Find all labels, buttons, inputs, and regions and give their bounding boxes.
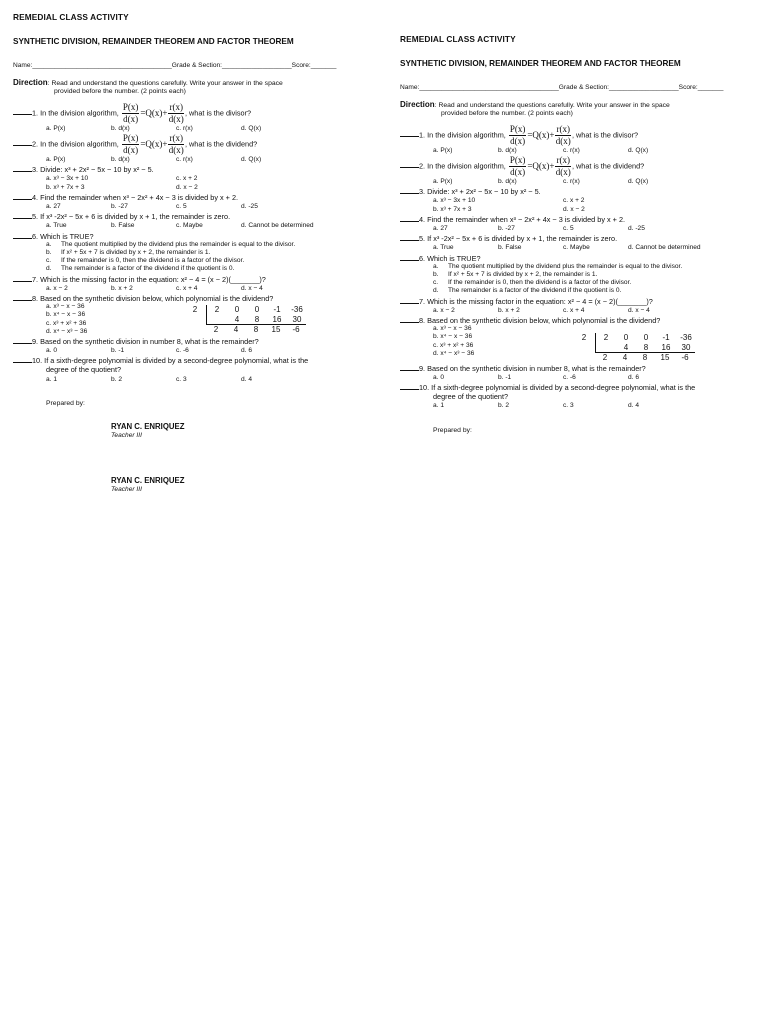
choices-2: a. P(x) b. d(x) c. r(x) d. Q(x) <box>46 156 262 164</box>
choices-5: a. True b. False c. Maybe d. Cannot be determined <box>46 222 314 230</box>
worksheet-right <box>384 0 768 1024</box>
question-2: 2. In the division algorithm, $\frac{P(x)}{d(x)}$ =Q(x)+ $\frac{r(x)}{d(x)}$ , what is the dividend? <box>400 156 764 177</box>
choices-7: a. x − 2 b. x + 2 c. x + 4 d. x − 4 <box>46 284 263 292</box>
fraction-r-over-d: $\frac{r(x)}{d(x)}$ <box>168 101 184 124</box>
answer-blank[interactable] <box>13 165 32 172</box>
answer-blank[interactable] <box>13 294 32 301</box>
choices-10: a. 1 b. 2 c. 3 d. 4 <box>433 402 639 410</box>
statement-d: d. The remainder is a factor of the dividend if the quotient is 0. <box>46 265 235 273</box>
fraction-p-over-d: $\frac{P(x)}{d(x)}$ <box>509 123 526 146</box>
answer-blank[interactable] <box>400 161 419 168</box>
page-title: REMEDIAL CLASS ACTIVITY <box>400 34 516 44</box>
choices-9: a. 0 b. -1 c. -6 d. 6 <box>433 373 639 381</box>
student-info-line[interactable] <box>400 84 764 92</box>
question-10: 10. If a sixth-degree polynomial is divided by a second-degree polynomial, what is the degree of the quotient? <box>13 356 380 374</box>
statement-b: b. If x² + 5x + 7 is divided by x + 2, the remainder is 1. <box>46 248 211 256</box>
student-info-line[interactable] <box>13 62 380 70</box>
question-7: 7. Which is the missing factor in the equation: x² − 4 = (x − 2)(_______)? <box>13 275 380 284</box>
statement-a: a. The quotient multiplied by the dividend plus the remainder is equal to the divisor. <box>433 262 683 270</box>
question-10: 10. If a sixth-degree polynomial is divided by a second-degree polynomial, what is the degree of the quotient? <box>400 383 764 401</box>
answer-blank[interactable] <box>13 275 32 282</box>
question-4: 4. Find the remainder when x³ − 2x² + 4x − 3 is divided by x + 2. <box>13 193 380 202</box>
synthetic-division-table: 2 2 0 0 -1 -36 4 8 16 30 2 4 8 15 -6 <box>573 333 696 363</box>
prepared-by-label: Prepared by: <box>433 426 472 434</box>
question-2: 2. In the division algorithm, $\frac{P(x)}{d(x)}$ =Q(x)+ $\frac{r(x)}{d(x)}$ , what is the dividend? <box>13 134 380 155</box>
answer-blank[interactable] <box>400 297 419 304</box>
answer-blank[interactable] <box>400 187 419 194</box>
name-field[interactable]: Name:______________________________________ <box>400 83 559 91</box>
fraction-r-over-d: $\frac{r(x)}{d(x)}$ <box>168 133 184 156</box>
statement-b: b. If x² + 5x + 7 is divided by x + 2, the remainder is 1. <box>433 270 598 278</box>
direction: Direction: Read and understand the questions carefully. Write your answer in the space provided before the number. (2 points each) <box>400 99 670 118</box>
question-1: 1. In the division algorithm, $\frac{P(x)}{d(x)}$ =Q(x)+ $\frac{r(x)}{d(x)}$ , what is the divisor? <box>400 125 764 146</box>
answer-blank[interactable] <box>13 108 32 115</box>
answer-blank[interactable] <box>13 139 32 146</box>
choices-9: a. 0 b. -1 c. -6 d. 6 <box>46 347 252 355</box>
page-subtitle: SYNTHETIC DIVISION, REMAINDER THEOREM AND FACTOR THEOREM <box>400 59 681 69</box>
question-6: 6. Which is TRUE? <box>13 232 380 241</box>
answer-blank[interactable] <box>400 254 419 261</box>
score-field[interactable]: Score:_______ <box>291 61 337 69</box>
answer-blank[interactable] <box>400 316 419 323</box>
answer-blank[interactable] <box>400 130 419 137</box>
answer-blank[interactable] <box>13 193 32 200</box>
q8-body <box>400 325 764 363</box>
choices-8: a. x³ − x − 36 b. x⁴ − x − 36 c. x³ + x² + 36 d. x⁴ − x³ − 36 <box>433 325 475 357</box>
answer-blank[interactable] <box>400 364 419 371</box>
answer-blank[interactable] <box>400 383 419 390</box>
question-6: 6. Which is TRUE? <box>400 254 764 263</box>
question-3: 3. Divide: x³ + 2x² − 5x − 10 by x² − 5. <box>13 165 380 174</box>
fraction-r-over-d: $\frac{r(x)}{d(x)}$ <box>555 155 571 178</box>
question-5: 5. If x³ -2x² − 5x + 6 is divided by x + 1, the remainder is zero. <box>400 234 764 243</box>
statement-a: a. The quotient multiplied by the dividend plus the remainder is equal to the divisor. <box>46 240 296 248</box>
answer-blank[interactable] <box>13 356 32 363</box>
q8-body <box>13 303 380 336</box>
statement-c: c. If the remainder is 0, then the dividend is a factor of the divisor. <box>433 279 632 287</box>
fraction-p-over-d: $\frac{P(x)}{d(x)}$ <box>509 155 526 178</box>
grade-section-field[interactable]: Grade & Section:___________________ <box>558 83 679 91</box>
answer-blank[interactable] <box>400 215 419 222</box>
statement-d: d. The remainder is a factor of the dividend if the quotient is 0. <box>433 287 622 295</box>
direction: Direction: Read and understand the questions carefully. Write your answer in the space provided before the number. (2 points each) <box>13 77 283 96</box>
answer-blank[interactable] <box>13 337 32 344</box>
choices-3: a. x³ − 3x + 10 c. x + 2 b. x³ + 7x + 3 d. x − 2 <box>433 197 585 213</box>
fraction-p-over-d: $\frac{P(x)}{d(x)}$ <box>122 101 139 124</box>
page-title: REMEDIAL CLASS ACTIVITY <box>13 12 129 22</box>
question-9: 9. Based on the synthetic division in number 8, what is the remainder? <box>13 337 380 346</box>
signature-block: RYAN C. ENRIQUEZ Teacher III <box>111 422 185 439</box>
question-3: 3. Divide: x³ + 2x² − 5x − 10 by x² − 5. <box>400 187 764 196</box>
question-9: 9. Based on the synthetic division in number 8, what is the remainder? <box>400 364 764 373</box>
choices-2: a. P(x) b. d(x) c. r(x) d. Q(x) <box>433 178 649 186</box>
choices-8: a. x³ − x − 36 b. x⁴ − x − 36 c. x³ + x² + 36 d. x⁴ − x³ − 36 <box>46 303 88 335</box>
synthetic-division-table: 2 2 0 0 -1 -36 4 8 16 30 2 4 8 15 -6 <box>184 305 307 335</box>
question-8: 8. Based on the synthetic division below, which polynomial is the dividend? <box>400 316 764 325</box>
question-7: 7. Which is the missing factor in the equation: x² − 4 = (x − 2)(_______)? <box>400 297 764 306</box>
grade-section-field[interactable]: Grade & Section:___________________ <box>171 61 292 69</box>
question-4: 4. Find the remainder when x³ − 2x² + 4x − 3 is divided by x + 2. <box>400 215 764 224</box>
question-8: 8. Based on the synthetic division below, which polynomial is the dividend? <box>13 294 380 303</box>
answer-blank[interactable] <box>400 234 419 241</box>
score-field[interactable]: Score:_______ <box>678 83 724 91</box>
answer-blank[interactable] <box>13 212 32 219</box>
page-subtitle: SYNTHETIC DIVISION, REMAINDER THEOREM AND FACTOR THEOREM <box>13 37 294 47</box>
choices-1: a. P(x) b. d(x) c. r(x) d. Q(x) <box>46 124 262 132</box>
choices-5: a. True b. False c. Maybe d. Cannot be determined <box>433 244 701 252</box>
answer-blank[interactable] <box>13 232 32 239</box>
choices-3: a. x³ − 3x + 10 c. x + 2 b. x³ + 7x + 3 d. x − 2 <box>46 175 198 191</box>
question-5: 5. If x³ -2x² − 5x + 6 is divided by x + 1, the remainder is zero. <box>13 212 380 221</box>
choices-4: a. 27 b. -27 c. 5 d. -25 <box>433 224 645 232</box>
choices-10: a. 1 b. 2 c. 3 d. 4 <box>46 375 252 383</box>
signature-block-2: RYAN C. ENRIQUEZ Teacher III <box>111 476 185 493</box>
prepared-by-label: Prepared by: <box>46 399 85 407</box>
choices-4: a. 27 b. -27 c. 5 d. -25 <box>46 202 258 210</box>
statement-c: c. If the remainder is 0, then the dividend is a factor of the divisor. <box>46 257 245 265</box>
name-field[interactable]: Name:______________________________________ <box>13 61 172 69</box>
choices-7: a. x − 2 b. x + 2 c. x + 4 d. x − 4 <box>433 306 650 314</box>
choices-1: a. P(x) b. d(x) c. r(x) d. Q(x) <box>433 146 649 154</box>
fraction-p-over-d: $\frac{P(x)}{d(x)}$ <box>122 133 139 156</box>
fraction-r-over-d: $\frac{r(x)}{d(x)}$ <box>555 123 571 146</box>
question-1: 1. In the division algorithm, $\frac{P(x)}{d(x)}$ =Q(x)+ $\frac{r(x)}{d(x)}$ , what is the divisor? <box>13 103 380 124</box>
